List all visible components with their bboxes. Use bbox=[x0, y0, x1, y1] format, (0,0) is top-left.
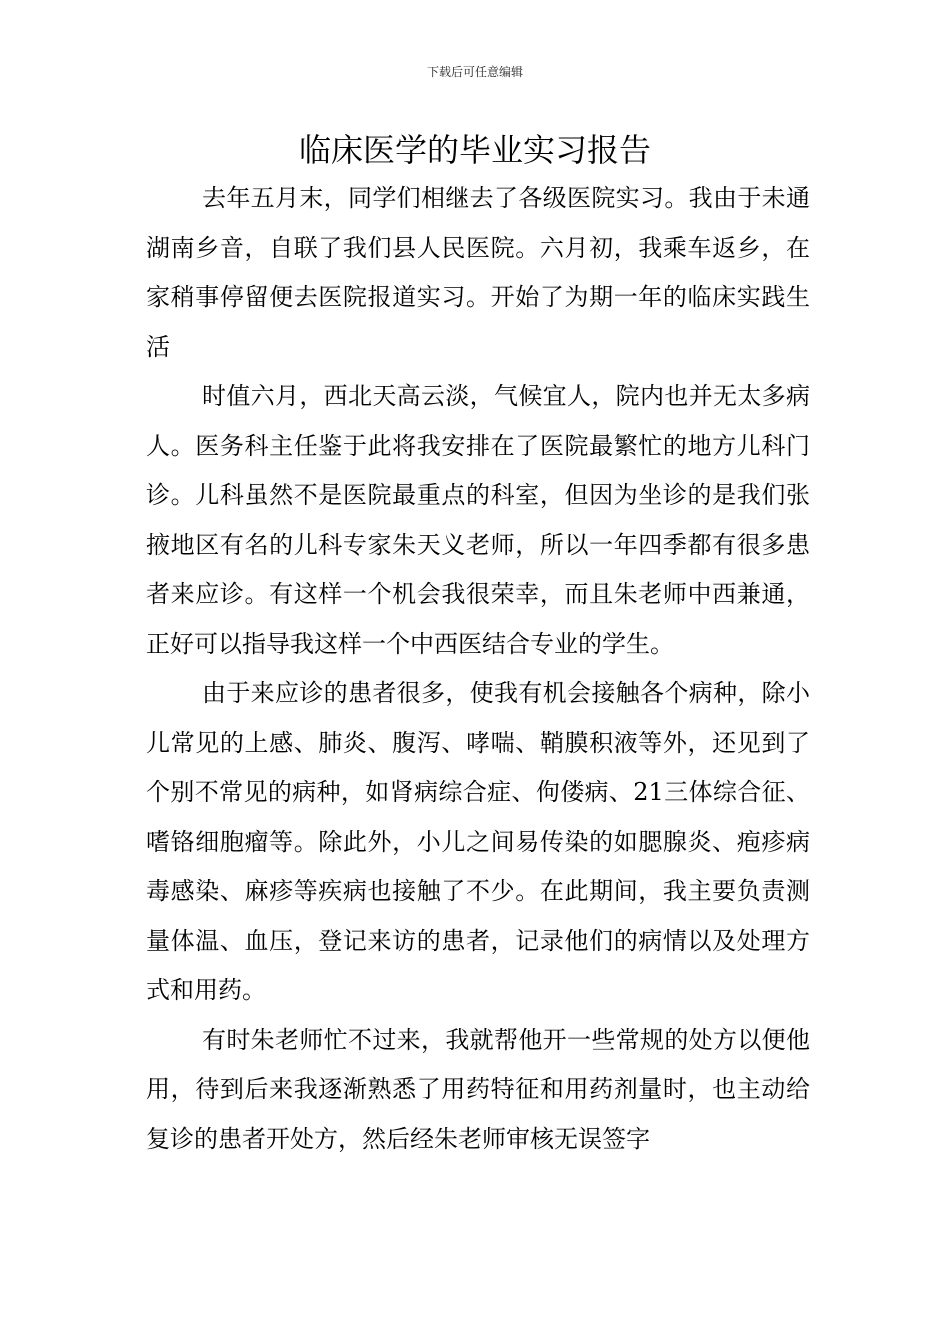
paragraph-4: 有时朱老师忙不过来，我就帮他开一些常规的处方以便他用，待到后来我逐渐熟悉了用药特征和用药剂量时，也主动给复诊的患者开处方，然后经朱老师审核无误签字 bbox=[146, 1025, 810, 1153]
header-note: 下载后可任意编辑 bbox=[426, 65, 523, 79]
paragraph-1: 去年五月末，同学们相继去了各级医院实习。我由于未通湖南乡音，自联了我们县人民医院。六月初，我乘车返乡，在家稍事停留便去医院报道实习。开始了为期一年的临床实践生活 bbox=[146, 184, 810, 361]
document-title: 临床医学的毕业实习报告 bbox=[298, 131, 651, 169]
document-body bbox=[146, 174, 810, 1164]
paragraph-2: 时值六月，西北天高云淡，气候宜人，院内也并无太多病人。医务科主任鉴于此将我安排在了医院最繁忙的地方儿科门诊。儿科虽然不是医院最重点的科室，但因为坐诊的是我们张掖地区有名的儿科专家朱天义老师，所以一年四季都有很多患者来应诊。有这样一个机会我很荣幸，而且朱老师中西兼通，正好可以指导我这样一个中西医结合专业的学生。 bbox=[146, 382, 810, 658]
paragraph-3: 由于来应诊的患者很多，使我有机会接触各个病种，除小儿常见的上感、肺炎、腹泻、哮喘、鞘膜积液等外，还见到了个别不常见的病种，如肾病综合症、佝偻病、21三体综合征、嗜铬细胞瘤等。除此外，小儿之间易传染的如腮腺炎、疱疹病毒感染、麻疹等疾病也接触了不少。在此期间，我主要负责测量体温、血压，登记来访的患者，记录他们的病情以及处理方式和用药。 bbox=[146, 679, 810, 1004]
